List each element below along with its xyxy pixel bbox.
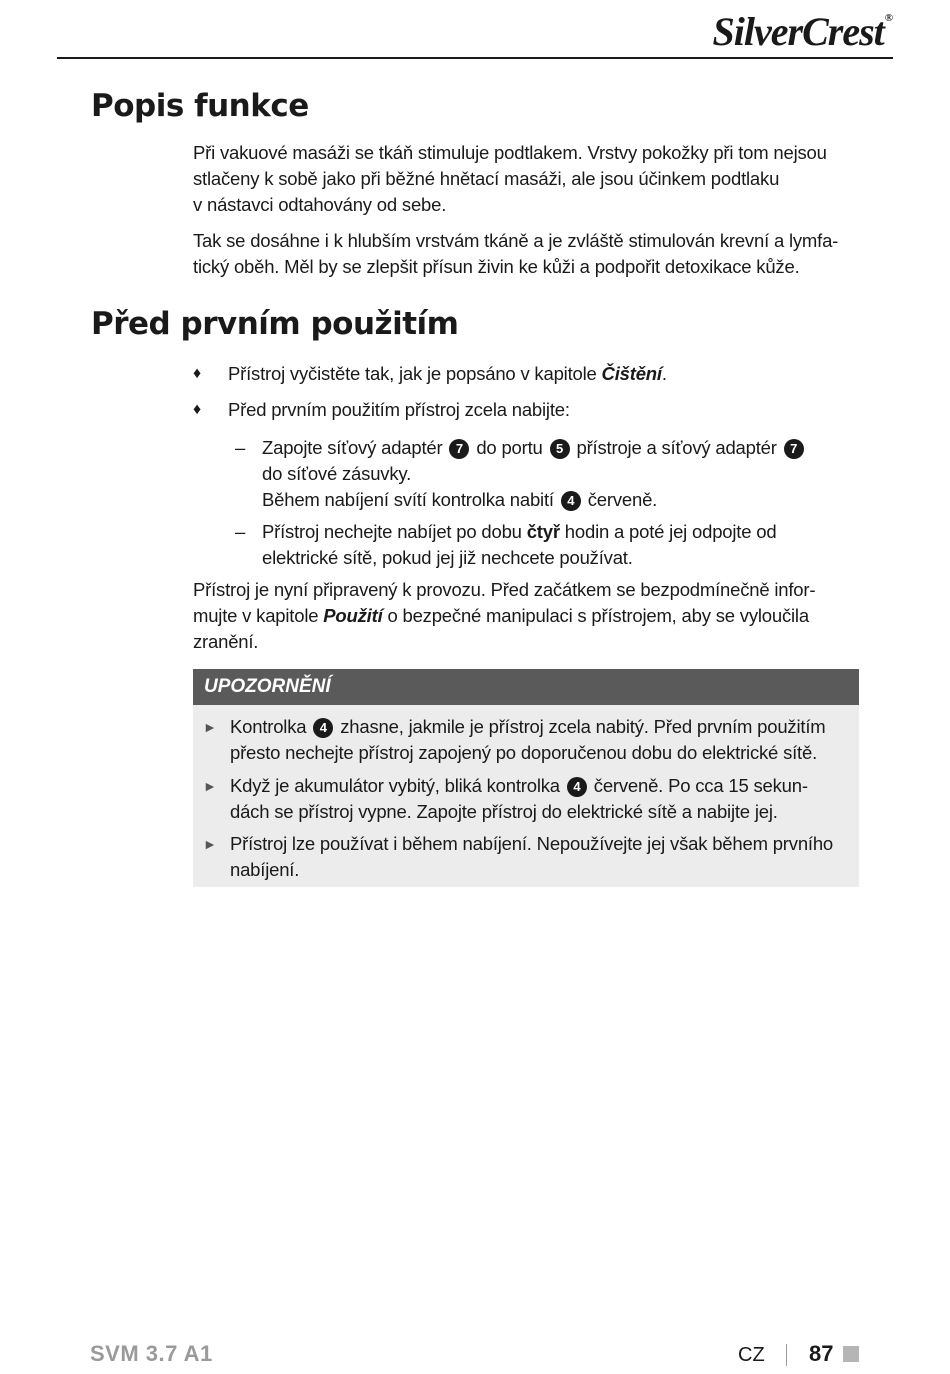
- arrow-bullet-icon: ►: [203, 836, 217, 852]
- diamond-bullet-icon: ♦: [193, 401, 201, 418]
- footer-model: SVM 3.7 A1: [90, 1341, 213, 1366]
- diamond-bullet-icon: ♦: [193, 365, 201, 382]
- arrow-bullet-icon: ►: [203, 778, 217, 794]
- part-number-badge: 4: [313, 718, 333, 738]
- part-number-badge: 7: [449, 439, 469, 459]
- footer-language: CZ: [738, 1344, 765, 1366]
- footer-square-icon: [843, 1346, 859, 1362]
- part-number-badge: 4: [561, 491, 581, 511]
- paragraph-description: Při vakuové masáži se tkáň stimuluje podtlakem. Vrstvy pokožky při tom nejsou stlačeny k sobě jako při běžné hnětací masáži, ale jsou účinkem podtlaku v nástavci odtahovány od sebe.: [193, 142, 827, 215]
- arrow-bullet-icon: ►: [203, 719, 217, 735]
- part-number-badge: 7: [784, 439, 804, 459]
- footer-separator: [786, 1344, 787, 1366]
- paragraph-effect: Tak se dosáhne i k hlubším vrstvám tkáně a je zvláště stimulován krevní a lymfa- tický oběh. Měl by se zlepšit přísun živin ke kůži a podpořit detoxikace kůže.: [193, 230, 839, 277]
- section-title-popis-funkce: Popis funkce: [91, 88, 309, 124]
- part-number-badge: 5: [550, 439, 570, 459]
- page-number: 87: [809, 1341, 834, 1366]
- notice-title: UPOZORNĚNÍ: [193, 669, 859, 705]
- part-number-badge: 4: [567, 777, 587, 797]
- chapter-ref-pouziti: Použití: [323, 605, 383, 626]
- paragraph-ready: Přístroj je nyní připravený k provozu. Před začátkem se bezpodmínečně infor- mujte v kapitole Použití o bezpečné manipulaci s přístrojem, aby se vyloučila zranění.: [193, 579, 816, 652]
- chapter-ref-cisteni: Čištění: [601, 363, 662, 384]
- brand-logo: SilverCrest®: [712, 9, 892, 54]
- header-rule: [57, 57, 893, 59]
- section-title-pred-prvnim-pouzitim: Před prvním použitím: [91, 306, 459, 342]
